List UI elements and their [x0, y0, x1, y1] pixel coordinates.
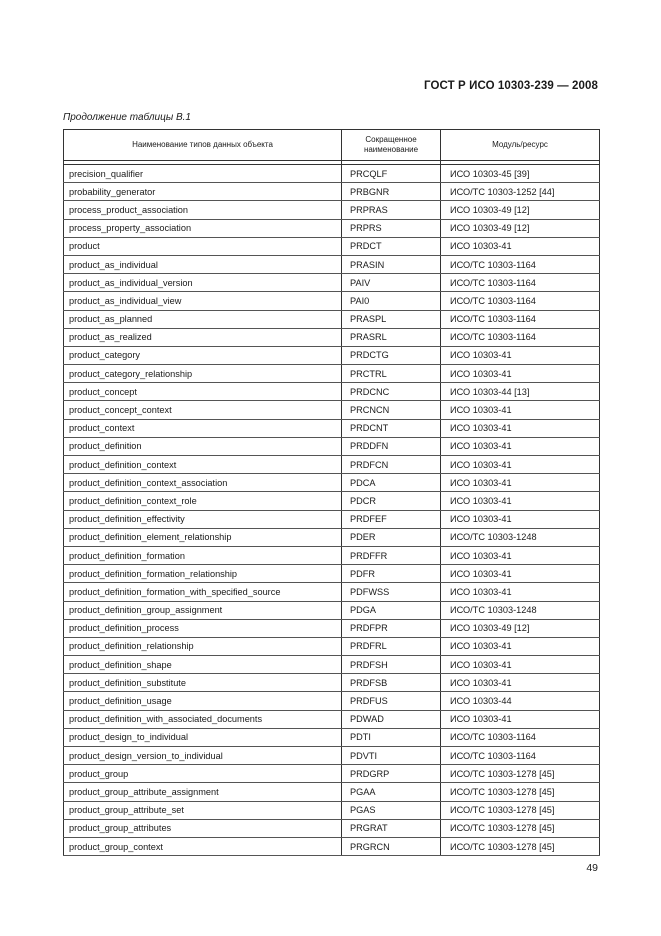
cell-module: ИСО/ТС 10303-1164 — [441, 310, 600, 328]
cell-short-name: PRDFCN — [342, 456, 441, 474]
cell-entity-name: product_definition_substitute — [64, 674, 342, 692]
cell-short-name: PDER — [342, 528, 441, 546]
table-row — [64, 510, 600, 528]
cell-module: ИСО/ТС 10303-1164 — [441, 292, 600, 310]
cell-short-name: PRDFEF — [342, 510, 441, 528]
cell-module: ИСО 10303-41 — [441, 565, 600, 583]
table-row — [64, 292, 600, 310]
cell-module: ИСО 10303-41 — [441, 510, 600, 528]
cell-entity-name: product_definition_relationship — [64, 637, 342, 655]
column-header-module: Модуль/ресурс — [441, 130, 600, 161]
cell-module: ИСО/ТС 10303-1248 — [441, 528, 600, 546]
table-row — [64, 419, 600, 437]
cell-short-name: PDFWSS — [342, 583, 441, 601]
page-number: 49 — [586, 862, 598, 874]
cell-entity-name: product_context — [64, 419, 342, 437]
table-row — [64, 183, 600, 201]
cell-entity-name: product_definition_effectivity — [64, 510, 342, 528]
cell-module: ИСО 10303-45 [39] — [441, 165, 600, 183]
table-row — [64, 492, 600, 510]
cell-short-name: PRGRAT — [342, 819, 441, 837]
table-row — [64, 310, 600, 328]
cell-module: ИСО/ТС 10303-1278 [45] — [441, 765, 600, 783]
table-row — [64, 165, 600, 183]
cell-entity-name: product_as_individual_version — [64, 274, 342, 292]
cell-short-name: PDFR — [342, 565, 441, 583]
table-row — [64, 328, 600, 346]
cell-short-name: PGAA — [342, 783, 441, 801]
cell-short-name: PDTI — [342, 728, 441, 746]
cell-entity-name: product_as_individual — [64, 255, 342, 273]
cell-module: ИСО/ТС 10303-1164 — [441, 728, 600, 746]
cell-module: ИСО 10303-41 — [441, 492, 600, 510]
cell-module: ИСО 10303-41 — [441, 456, 600, 474]
column-header-entity-name: Наименование типов данных объекта — [64, 130, 342, 161]
table-row — [64, 383, 600, 401]
table-row — [64, 765, 600, 783]
cell-entity-name: product_definition_element_relationship — [64, 528, 342, 546]
cell-entity-name: product_group — [64, 765, 342, 783]
table-row — [64, 456, 600, 474]
cell-entity-name: product_definition_formation — [64, 546, 342, 564]
cell-module: ИСО/ТС 10303-1278 [45] — [441, 801, 600, 819]
table-row — [64, 346, 600, 364]
table-row — [64, 819, 600, 837]
table-row — [64, 274, 600, 292]
cell-entity-name: product_design_to_individual — [64, 728, 342, 746]
cell-entity-name: product_definition_context_role — [64, 492, 342, 510]
table-header-row — [64, 130, 600, 161]
cell-short-name: PRCNCN — [342, 401, 441, 419]
cell-entity-name: probability_generator — [64, 183, 342, 201]
cell-module: ИСО/ТС 10303-1248 — [441, 601, 600, 619]
cell-module: ИСО 10303-41 — [441, 474, 600, 492]
cell-module: ИСО/ТС 10303-1278 [45] — [441, 837, 600, 855]
table-row — [64, 546, 600, 564]
cell-entity-name: product_definition_formation_relationship — [64, 565, 342, 583]
table-row — [64, 674, 600, 692]
cell-short-name: PRDCNT — [342, 419, 441, 437]
cell-short-name: PAIV — [342, 274, 441, 292]
cell-entity-name: product_group_attributes — [64, 819, 342, 837]
cell-entity-name: product_definition_formation_with_specified_source — [64, 583, 342, 601]
table-row — [64, 583, 600, 601]
cell-short-name: PRDFPR — [342, 619, 441, 637]
table-row — [64, 692, 600, 710]
cell-short-name: PRDFUS — [342, 692, 441, 710]
cell-short-name: PRDDFN — [342, 437, 441, 455]
cell-module: ИСО/ТС 10303-1252 [44] — [441, 183, 600, 201]
cell-entity-name: process_property_association — [64, 219, 342, 237]
table-row — [64, 728, 600, 746]
cell-entity-name: product_as_planned — [64, 310, 342, 328]
cell-short-name: PRBGNR — [342, 183, 441, 201]
table-row — [64, 565, 600, 583]
cell-short-name: PDCR — [342, 492, 441, 510]
cell-short-name: PRDGRP — [342, 765, 441, 783]
cell-entity-name: process_product_association — [64, 201, 342, 219]
table-row — [64, 619, 600, 637]
cell-module: ИСО/ТС 10303-1164 — [441, 255, 600, 273]
table-row — [64, 783, 600, 801]
entity-table — [63, 129, 600, 856]
cell-short-name: PRASPL — [342, 310, 441, 328]
cell-entity-name: product_definition — [64, 437, 342, 455]
cell-module: ИСО 10303-41 — [441, 656, 600, 674]
cell-module: ИСО/ТС 10303-1164 — [441, 274, 600, 292]
cell-entity-name: product_category — [64, 346, 342, 364]
cell-short-name: PRCTRL — [342, 365, 441, 383]
cell-entity-name: product_definition_context — [64, 456, 342, 474]
document-header: ГОСТ Р ИСО 10303-239 — 2008 — [423, 80, 598, 92]
cell-entity-name: product_concept_context — [64, 401, 342, 419]
cell-module: ИСО 10303-41 — [441, 346, 600, 364]
cell-entity-name: product_category_relationship — [64, 365, 342, 383]
cell-short-name: PRGRCN — [342, 837, 441, 855]
cell-short-name: PRDCTG — [342, 346, 441, 364]
cell-entity-name: product_definition_group_assignment — [64, 601, 342, 619]
cell-short-name: PRDFSH — [342, 656, 441, 674]
table-caption: Продолжение таблицы В.1 — [63, 112, 191, 123]
table-body — [64, 161, 600, 856]
cell-module: ИСО 10303-41 — [441, 710, 600, 728]
cell-module: ИСО 10303-41 — [441, 401, 600, 419]
table-row — [64, 237, 600, 255]
table-row — [64, 637, 600, 655]
cell-short-name: PRPRAS — [342, 201, 441, 219]
cell-short-name: PDWAD — [342, 710, 441, 728]
table-row — [64, 255, 600, 273]
cell-entity-name: product_concept — [64, 383, 342, 401]
cell-module: ИСО 10303-41 — [441, 583, 600, 601]
cell-entity-name: product_as_individual_view — [64, 292, 342, 310]
cell-module: ИСО 10303-44 [13] — [441, 383, 600, 401]
cell-module: ИСО 10303-44 — [441, 692, 600, 710]
table-row — [64, 801, 600, 819]
cell-short-name: PRDFFR — [342, 546, 441, 564]
cell-entity-name: product_definition_with_associated_documents — [64, 710, 342, 728]
cell-entity-name: product_definition_process — [64, 619, 342, 637]
cell-module: ИСО 10303-41 — [441, 419, 600, 437]
cell-short-name: PRASRL — [342, 328, 441, 346]
table-row — [64, 656, 600, 674]
table-row — [64, 201, 600, 219]
table-row — [64, 528, 600, 546]
cell-short-name: PDGA — [342, 601, 441, 619]
cell-module: ИСО 10303-41 — [441, 546, 600, 564]
cell-module: ИСО 10303-41 — [441, 437, 600, 455]
table-row — [64, 837, 600, 855]
table-row — [64, 365, 600, 383]
table-row — [64, 747, 600, 765]
cell-entity-name: product_group_attribute_assignment — [64, 783, 342, 801]
cell-entity-name: product_as_realized — [64, 328, 342, 346]
column-header-short-name: Сокращенное наименование — [342, 130, 441, 161]
cell-short-name: PRDFSB — [342, 674, 441, 692]
cell-short-name: PRDFRL — [342, 637, 441, 655]
cell-module: ИСО/ТС 10303-1278 [45] — [441, 819, 600, 837]
cell-entity-name: product_design_version_to_individual — [64, 747, 342, 765]
cell-short-name: PRDCT — [342, 237, 441, 255]
cell-entity-name: product — [64, 237, 342, 255]
table-row — [64, 401, 600, 419]
cell-short-name: PDVTI — [342, 747, 441, 765]
cell-entity-name: product_definition_usage — [64, 692, 342, 710]
cell-module: ИСО 10303-49 [12] — [441, 219, 600, 237]
cell-entity-name: product_definition_shape — [64, 656, 342, 674]
cell-module: ИСО 10303-41 — [441, 674, 600, 692]
cell-module: ИСО 10303-49 [12] — [441, 201, 600, 219]
cell-short-name: PAI0 — [342, 292, 441, 310]
cell-short-name: PRPRS — [342, 219, 441, 237]
cell-short-name: PRCQLF — [342, 165, 441, 183]
table-row — [64, 437, 600, 455]
cell-module: ИСО 10303-41 — [441, 365, 600, 383]
table-row — [64, 474, 600, 492]
cell-entity-name: product_group_context — [64, 837, 342, 855]
cell-module: ИСО 10303-41 — [441, 637, 600, 655]
table-row — [64, 710, 600, 728]
cell-entity-name: product_definition_context_association — [64, 474, 342, 492]
cell-entity-name: product_group_attribute_set — [64, 801, 342, 819]
cell-short-name: PDCA — [342, 474, 441, 492]
table-row — [64, 219, 600, 237]
cell-module: ИСО/ТС 10303-1278 [45] — [441, 783, 600, 801]
cell-module: ИСО 10303-41 — [441, 237, 600, 255]
cell-module: ИСО 10303-49 [12] — [441, 619, 600, 637]
table-row — [64, 601, 600, 619]
cell-entity-name: precision_qualifier — [64, 165, 342, 183]
cell-short-name: PRASIN — [342, 255, 441, 273]
cell-module: ИСО/ТС 10303-1164 — [441, 328, 600, 346]
cell-module: ИСО/ТС 10303-1164 — [441, 747, 600, 765]
cell-short-name: PGAS — [342, 801, 441, 819]
cell-short-name: PRDCNC — [342, 383, 441, 401]
